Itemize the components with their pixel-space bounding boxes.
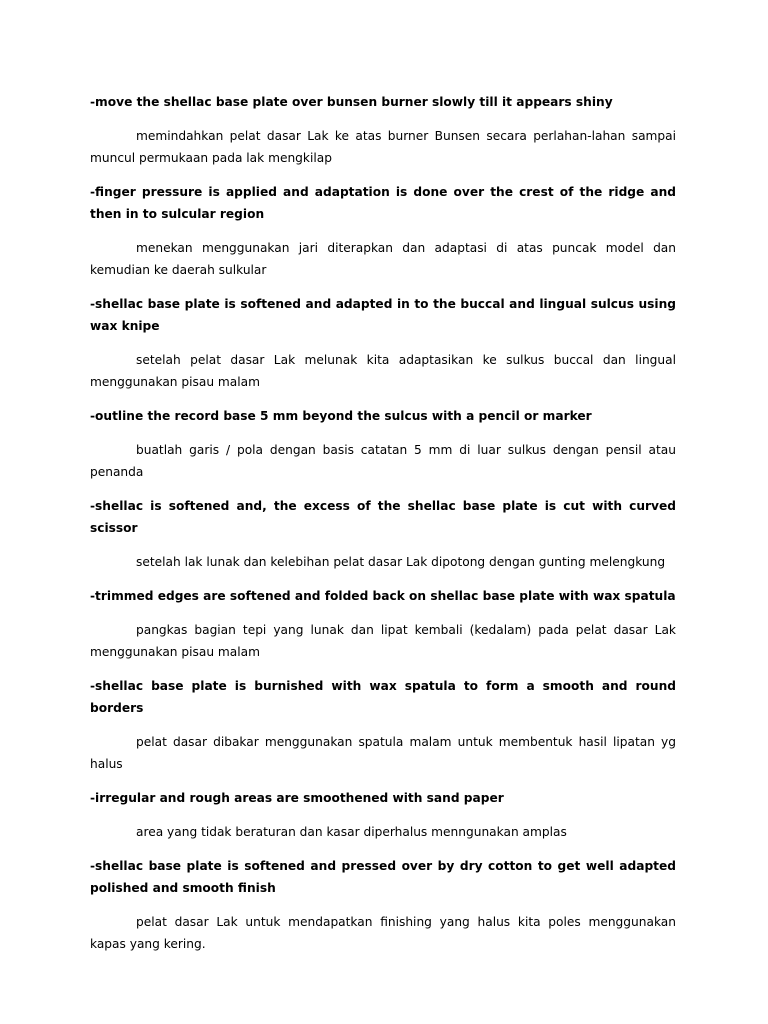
step-2 (90, 181, 676, 281)
step-indonesian-text: menekan menggunakan jari diterapkan dan adaptasi di atas puncak model dan kemudian ke daerah sulkular (90, 241, 676, 277)
step-6 (90, 585, 676, 663)
step-english-text: -shellac is softened and, the excess of the shellac base plate is cut with curved scissor (90, 499, 676, 535)
step-english-text: -shellac base plate is softened and pressed over by dry cotton to get well adapted polished and smooth finish (90, 859, 676, 895)
step-indonesian-text: pangkas bagian tepi yang lunak dan lipat kembali (kedalam) pada pelat dasar Lak menggunakan pisau malam (90, 623, 676, 659)
step-5 (90, 495, 676, 573)
step-indonesian-text: pelat dasar Lak untuk mendapatkan finishing yang halus kita poles menggunakan kapas yang kering. (90, 915, 676, 951)
step-english-text: -trimmed edges are softened and folded back on shellac base plate with wax spatula (90, 589, 676, 603)
document-page (90, 91, 676, 967)
step-english-text: -irregular and rough areas are smoothened with sand paper (90, 791, 504, 805)
step-indonesian-text: setelah pelat dasar Lak melunak kita adaptasikan ke sulkus buccal dan lingual menggunakan pisau malam (90, 353, 676, 389)
step-english-text: -outline the record base 5 mm beyond the sulcus with a pencil or marker (90, 409, 592, 423)
step-3 (90, 293, 676, 393)
step-english-text: -shellac base plate is softened and adapted in to the buccal and lingual sulcus using wax knipe (90, 297, 676, 333)
step-indonesian-text: area yang tidak beraturan dan kasar diperhalus menngunakan amplas (136, 825, 567, 839)
step-english-text: -shellac base plate is burnished with wax spatula to form a smooth and round borders (90, 679, 676, 715)
step-indonesian-text: buatlah garis / pola dengan basis catatan 5 mm di luar sulkus dengan pensil atau penanda (90, 443, 676, 479)
step-english-text: -move the shellac base plate over bunsen burner slowly till it appears shiny (90, 95, 613, 109)
step-indonesian-text: memindahkan pelat dasar Lak ke atas burner Bunsen secara perlahan-lahan sampai muncul permukaan pada lak mengkilap (90, 129, 676, 165)
step-indonesian-text: pelat dasar dibakar menggunakan spatula malam untuk membentuk hasil lipatan yg halus (90, 735, 676, 771)
step-1 (90, 91, 676, 169)
step-indonesian-text: setelah lak lunak dan kelebihan pelat dasar Lak dipotong dengan gunting melengkung (136, 555, 666, 569)
step-english-text: -finger pressure is applied and adaptation is done over the crest of the ridge and then in to sulcular region (90, 185, 676, 221)
step-7 (90, 675, 676, 775)
step-4 (90, 405, 676, 483)
step-9 (90, 855, 676, 955)
step-8 (90, 787, 676, 843)
